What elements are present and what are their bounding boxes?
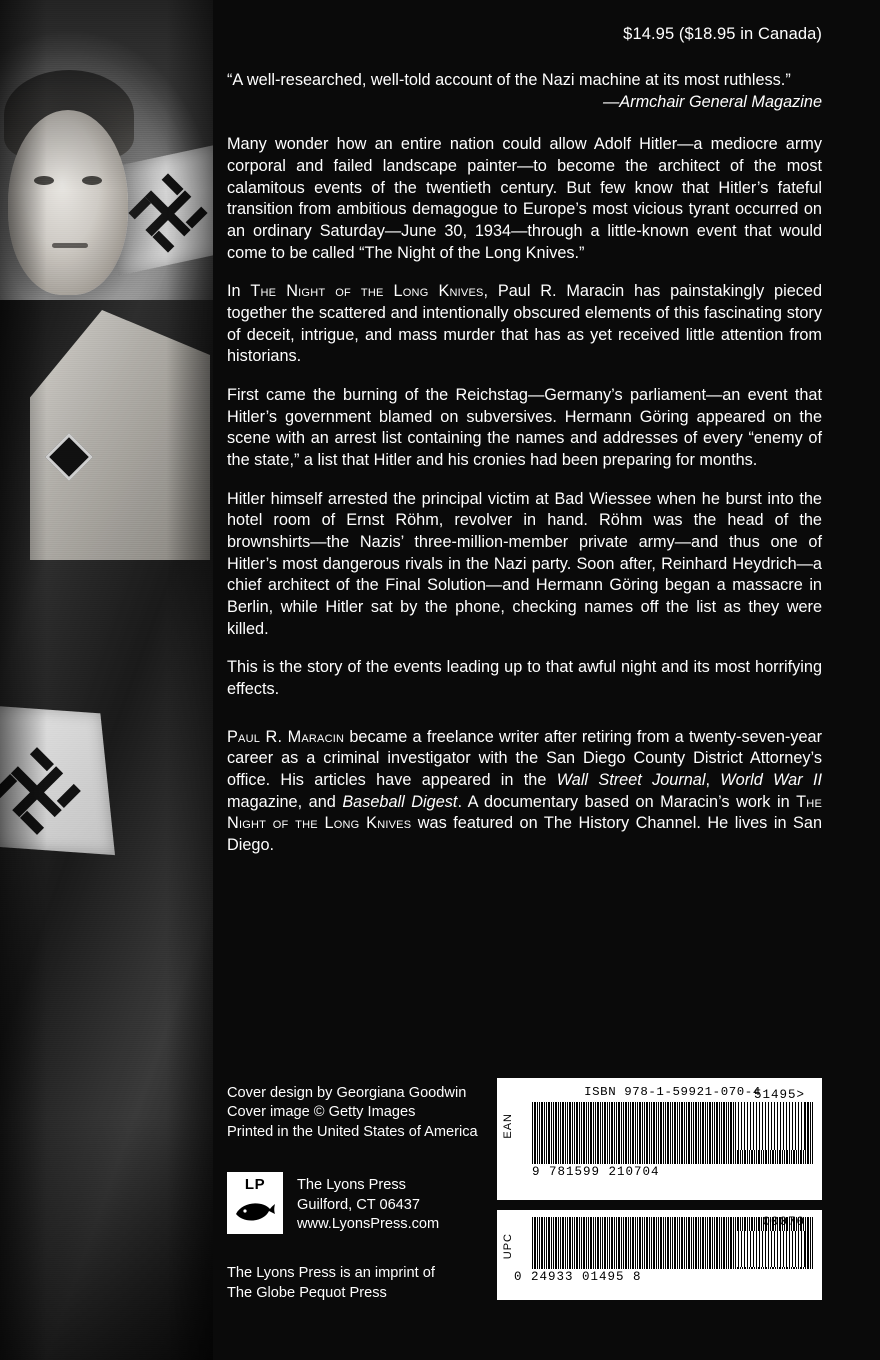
description-paragraph-1: Many wonder how an entire nation could allow Adolf Hitler—a mediocre army corporal and failed landscape painter—to become the architect of the most calamitous events of the twentieth century. But few know that Hitler’s fateful transition from ambitious demagogue to Europe’s most vicious tyrant occurred on an ordinary Saturday—June 30, 1934—through a little-known event that would come to be called “The Night of the Long Knives.” xyxy=(227,135,822,262)
price-line: $14.95 ($18.95 in Canada) xyxy=(623,25,822,43)
photo-face xyxy=(8,110,128,295)
author-bio-part3: . A documentary based on Maracin’s work in xyxy=(457,792,797,811)
logo-initials: LP xyxy=(244,1176,266,1193)
publisher-website[interactable]: www.LyonsPress.com xyxy=(297,1216,440,1233)
description-paragraph-4: Hitler himself arrested the principal victim at Bad Wiessee when he burst into the hotel room of Ernst Röhm, revolver in hand. Röhm was the head of the brownshirts—the Nazis’ three-million-member private army—and thus one of Hitler’s most dangerous rivals in the Nazi party. Soon after, Reinhard Heydrich—a chief architect of the Final Solution—and Hermann Göring began a massacre in Berlin, while Hitler sat by the phone, checking names off the list as they were killed. xyxy=(227,489,822,638)
imprint-note-line1: The Lyons Press is an imprint of xyxy=(227,1265,435,1281)
publisher-details xyxy=(297,1172,439,1235)
upc-barcode xyxy=(497,1210,822,1300)
photo-eye-right xyxy=(82,176,102,185)
isbn-text: ISBN 978-1-59921-070-4 xyxy=(584,1085,761,1099)
upc-addon-digits: 00070 xyxy=(762,1215,805,1229)
cover-photograph xyxy=(0,0,213,1360)
para2-rest: , Paul R. Maracin has painstakingly pieced together the scattered and intentionally obscured elements of this fascinating story of deceit, intrigue, and mass murder that has as yet received little attention from historians. xyxy=(227,282,823,366)
book-title-inline-2: The Night of the Long Knives xyxy=(227,792,822,833)
publisher-name: The Lyons Press xyxy=(297,1177,406,1193)
author-bio-part4: was featured on The History Channel. He lives in San Diego. xyxy=(227,814,823,855)
ean-addon-digits: 51495> xyxy=(753,1088,805,1102)
author-bio xyxy=(227,727,822,857)
description-paragraph-3: First came the burning of the Reichstag—Germany’s parliament—an event that Hitler’s government blamed on subversives. Hermann Göring appeared on the scene with an arrest list containing the names and addresses of every “enemy of the state,” a list that Hitler and his cronies had been preparing for months. xyxy=(227,386,822,470)
ean-digits: 9 781599 210704 xyxy=(532,1165,660,1179)
design-credits xyxy=(227,1084,478,1142)
imprint-note-line2: The Globe Pequot Press xyxy=(227,1284,387,1301)
photo-eye-left xyxy=(34,176,54,185)
fish-icon xyxy=(234,1198,276,1226)
barcode-area xyxy=(497,1078,822,1300)
publisher-address: Guilford, CT 06437 xyxy=(297,1196,421,1213)
photo-mouth xyxy=(52,243,88,248)
publisher-block xyxy=(227,1172,439,1235)
credit-printed-in: Printed in the United States of America xyxy=(227,1123,478,1140)
upc-addon-bars xyxy=(735,1231,805,1267)
book-title-inline: The Night of the Long Knives xyxy=(250,282,484,301)
review-quote-text: “A well-researched, well-told account of the Nazi machine at its most ruthless.” xyxy=(227,71,791,89)
description-paragraph-2 xyxy=(227,281,822,368)
review-quote-block xyxy=(227,70,822,113)
author-bio-part2: magazine, and xyxy=(227,792,343,811)
publication-baseball-digest: Baseball Digest xyxy=(342,792,458,811)
upc-digits: 0 24933 01495 8 xyxy=(514,1270,642,1284)
ean-addon-bars xyxy=(735,1102,805,1150)
ean-label: EAN xyxy=(502,1113,514,1139)
publication-world-war-ii: World War II xyxy=(720,771,822,790)
lyons-press-logo xyxy=(227,1172,283,1234)
para2-lead: In xyxy=(227,282,251,301)
review-source: —Armchair General Magazine xyxy=(603,92,822,111)
ean-barcode xyxy=(497,1078,822,1200)
back-cover-text-column xyxy=(213,0,880,1360)
credit-cover-design: Cover design by Georgiana Goodwin xyxy=(227,1085,467,1101)
publication-wall-street-journal: Wall Street Journal xyxy=(556,771,706,790)
author-bio-sep1: , xyxy=(705,771,721,790)
imprint-note xyxy=(227,1264,435,1303)
upc-label: UPC xyxy=(502,1233,514,1260)
author-name: Paul R. Maracin xyxy=(227,727,345,746)
upc-bars-row xyxy=(506,1217,813,1269)
credit-cover-image: Cover image © Getty Images xyxy=(227,1104,416,1121)
author-bio-part1: became a freelance writer after retiring from a twenty-seven-year career as a criminal investigator with the San Diego County District Attorney’s office. His articles have appeared in the xyxy=(227,727,822,790)
description-paragraph-5: This is the story of the events leading up to that awful night and its most horrifying effects. xyxy=(227,658,822,699)
cover-footer xyxy=(227,1084,822,1324)
